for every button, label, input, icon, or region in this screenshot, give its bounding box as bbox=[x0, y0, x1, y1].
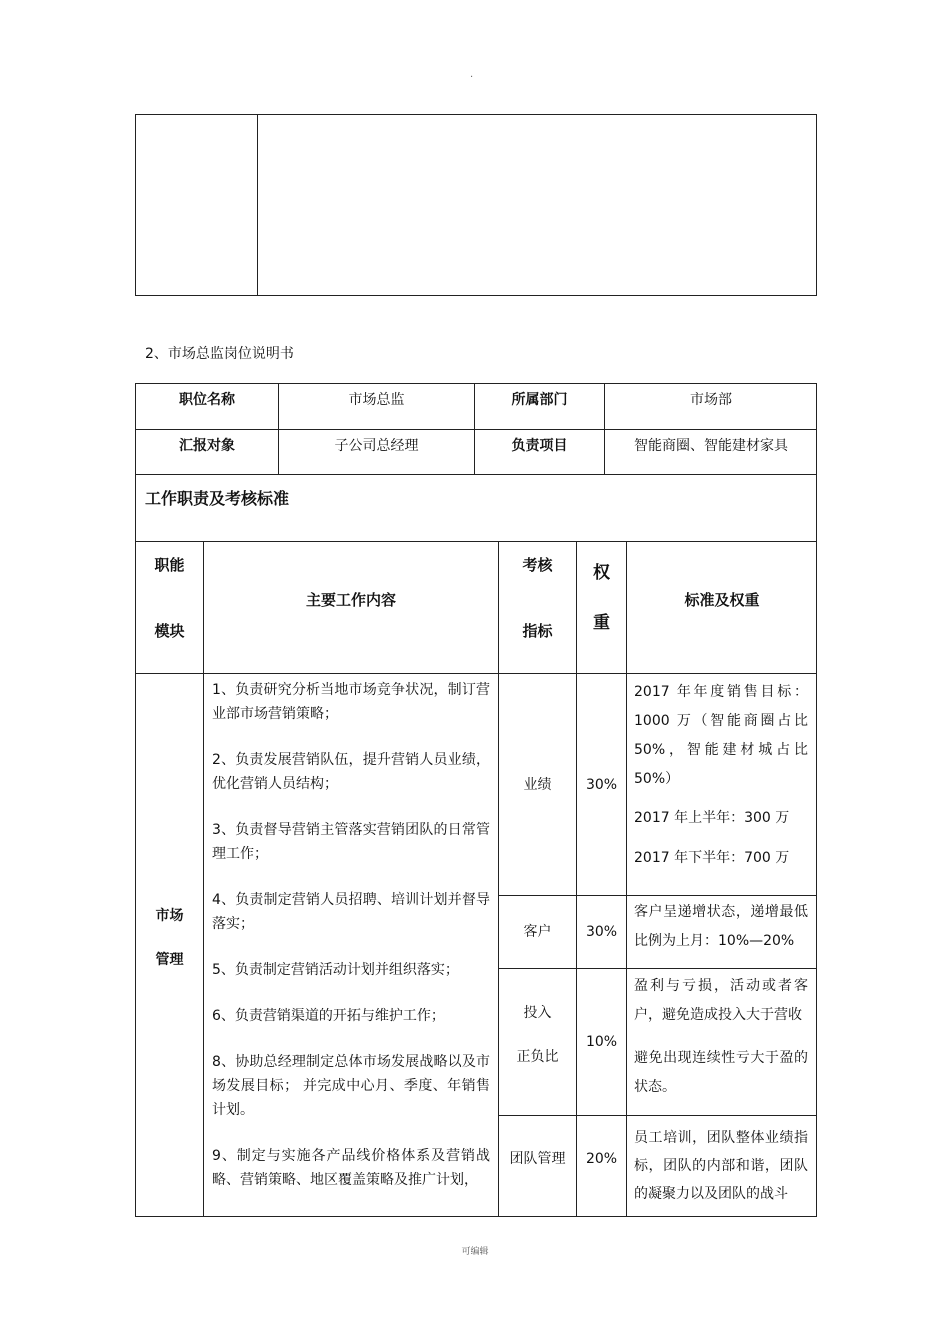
top-table-divider bbox=[257, 114, 258, 296]
kpi-standard bbox=[634, 1124, 808, 1214]
kpi-name: 团队管理 bbox=[509, 1151, 566, 1167]
position-value: 市场总监 bbox=[348, 392, 405, 408]
top-table bbox=[135, 114, 817, 296]
kpi-weight: 20% bbox=[585, 1151, 618, 1167]
kpi-name: 投入 bbox=[523, 1005, 552, 1021]
content-list bbox=[212, 678, 490, 1214]
col-weight-2: 重 bbox=[593, 613, 610, 633]
standard-text: 避免出现连续性亏大于盈的状态。 bbox=[634, 1050, 808, 1095]
page-footer: 可编辑 bbox=[461, 1247, 489, 1257]
standard-text: 客户呈递增状态，递增最低比例为上月：10%—20% bbox=[634, 904, 808, 949]
standard-text: 员工培训，团队整体业绩指标，团队的内部和谐，团队的凝聚力以及团队的战斗 bbox=[634, 1130, 808, 1202]
content-item: 9、制定与实施各产品线价格体系及营销战略、营销策略、地区覆盖策略及推广计划， bbox=[212, 1148, 490, 1188]
col-content: 主要工作内容 bbox=[305, 590, 396, 609]
project-value: 智能商圈、智能建材家具 bbox=[634, 438, 788, 454]
module-line-2: 管理 bbox=[155, 952, 184, 968]
col-kpi-1: 考核 bbox=[522, 556, 553, 574]
header-mark: · bbox=[470, 72, 474, 83]
col-weight-1: 权 bbox=[593, 563, 610, 583]
kpi-standard bbox=[634, 972, 808, 1112]
standard-text: 2017 年年度销售目标：1000 万（智能商圈占比 50%，智能建材城占比 50%） bbox=[634, 684, 808, 787]
duties-title: 工作职责及考核标准 bbox=[145, 489, 290, 508]
content-item: 1、负责研究分析当地市场竞争状况，制订营业部市场营销策略； bbox=[212, 682, 490, 722]
content-item: 6、负责营销渠道的开拓与维护工作； bbox=[212, 1008, 445, 1024]
kpi-weight: 10% bbox=[585, 1034, 618, 1050]
col-module-1: 职能 bbox=[154, 556, 185, 574]
dept-value: 市场部 bbox=[690, 392, 732, 408]
dept-label: 所属部门 bbox=[511, 392, 568, 408]
content-item: 3、负责督导营销主管落实营销团队的日常管理工作； bbox=[212, 822, 490, 862]
module-line-1: 市场 bbox=[155, 908, 184, 924]
position-label: 职位名称 bbox=[179, 392, 235, 408]
kpi-name: 正负比 bbox=[516, 1049, 559, 1065]
col-standard: 标准及权重 bbox=[684, 590, 760, 609]
standard-text: 2017 年上半年：300 万 bbox=[634, 810, 790, 826]
content-item: 4、负责制定营销人员招聘、培训计划并督导落实； bbox=[212, 892, 490, 932]
report-value: 子公司总经理 bbox=[334, 438, 419, 454]
col-module-2: 模块 bbox=[154, 622, 185, 640]
project-label: 负责项目 bbox=[511, 438, 568, 454]
content-item: 5、负责制定营销活动计划并组织落实； bbox=[212, 962, 459, 978]
standard-text: 2017 年下半年：700 万 bbox=[634, 850, 790, 866]
col-kpi-2: 指标 bbox=[522, 622, 553, 640]
section-title: 2、市场总监岗位说明书 bbox=[145, 346, 294, 362]
report-label: 汇报对象 bbox=[179, 438, 235, 454]
standard-text: 盈利与亏损，活动或者客户，避免造成投入大于营收 bbox=[634, 978, 808, 1023]
kpi-weight: 30% bbox=[585, 776, 618, 793]
kpi-name: 业绩 bbox=[523, 776, 552, 793]
kpi-standard bbox=[634, 898, 808, 966]
content-item: 8、协助总经理制定总体市场发展战略以及市场发展目标； 并完成中心月、季度、年销售计划。 bbox=[212, 1054, 490, 1118]
kpi-name: 客户 bbox=[523, 924, 552, 940]
content-item: 2、负责发展营销队伍，提升营销人员业绩，优化营销人员结构； bbox=[212, 752, 490, 792]
kpi-weight: 30% bbox=[585, 924, 618, 940]
kpi-standard bbox=[634, 678, 808, 892]
